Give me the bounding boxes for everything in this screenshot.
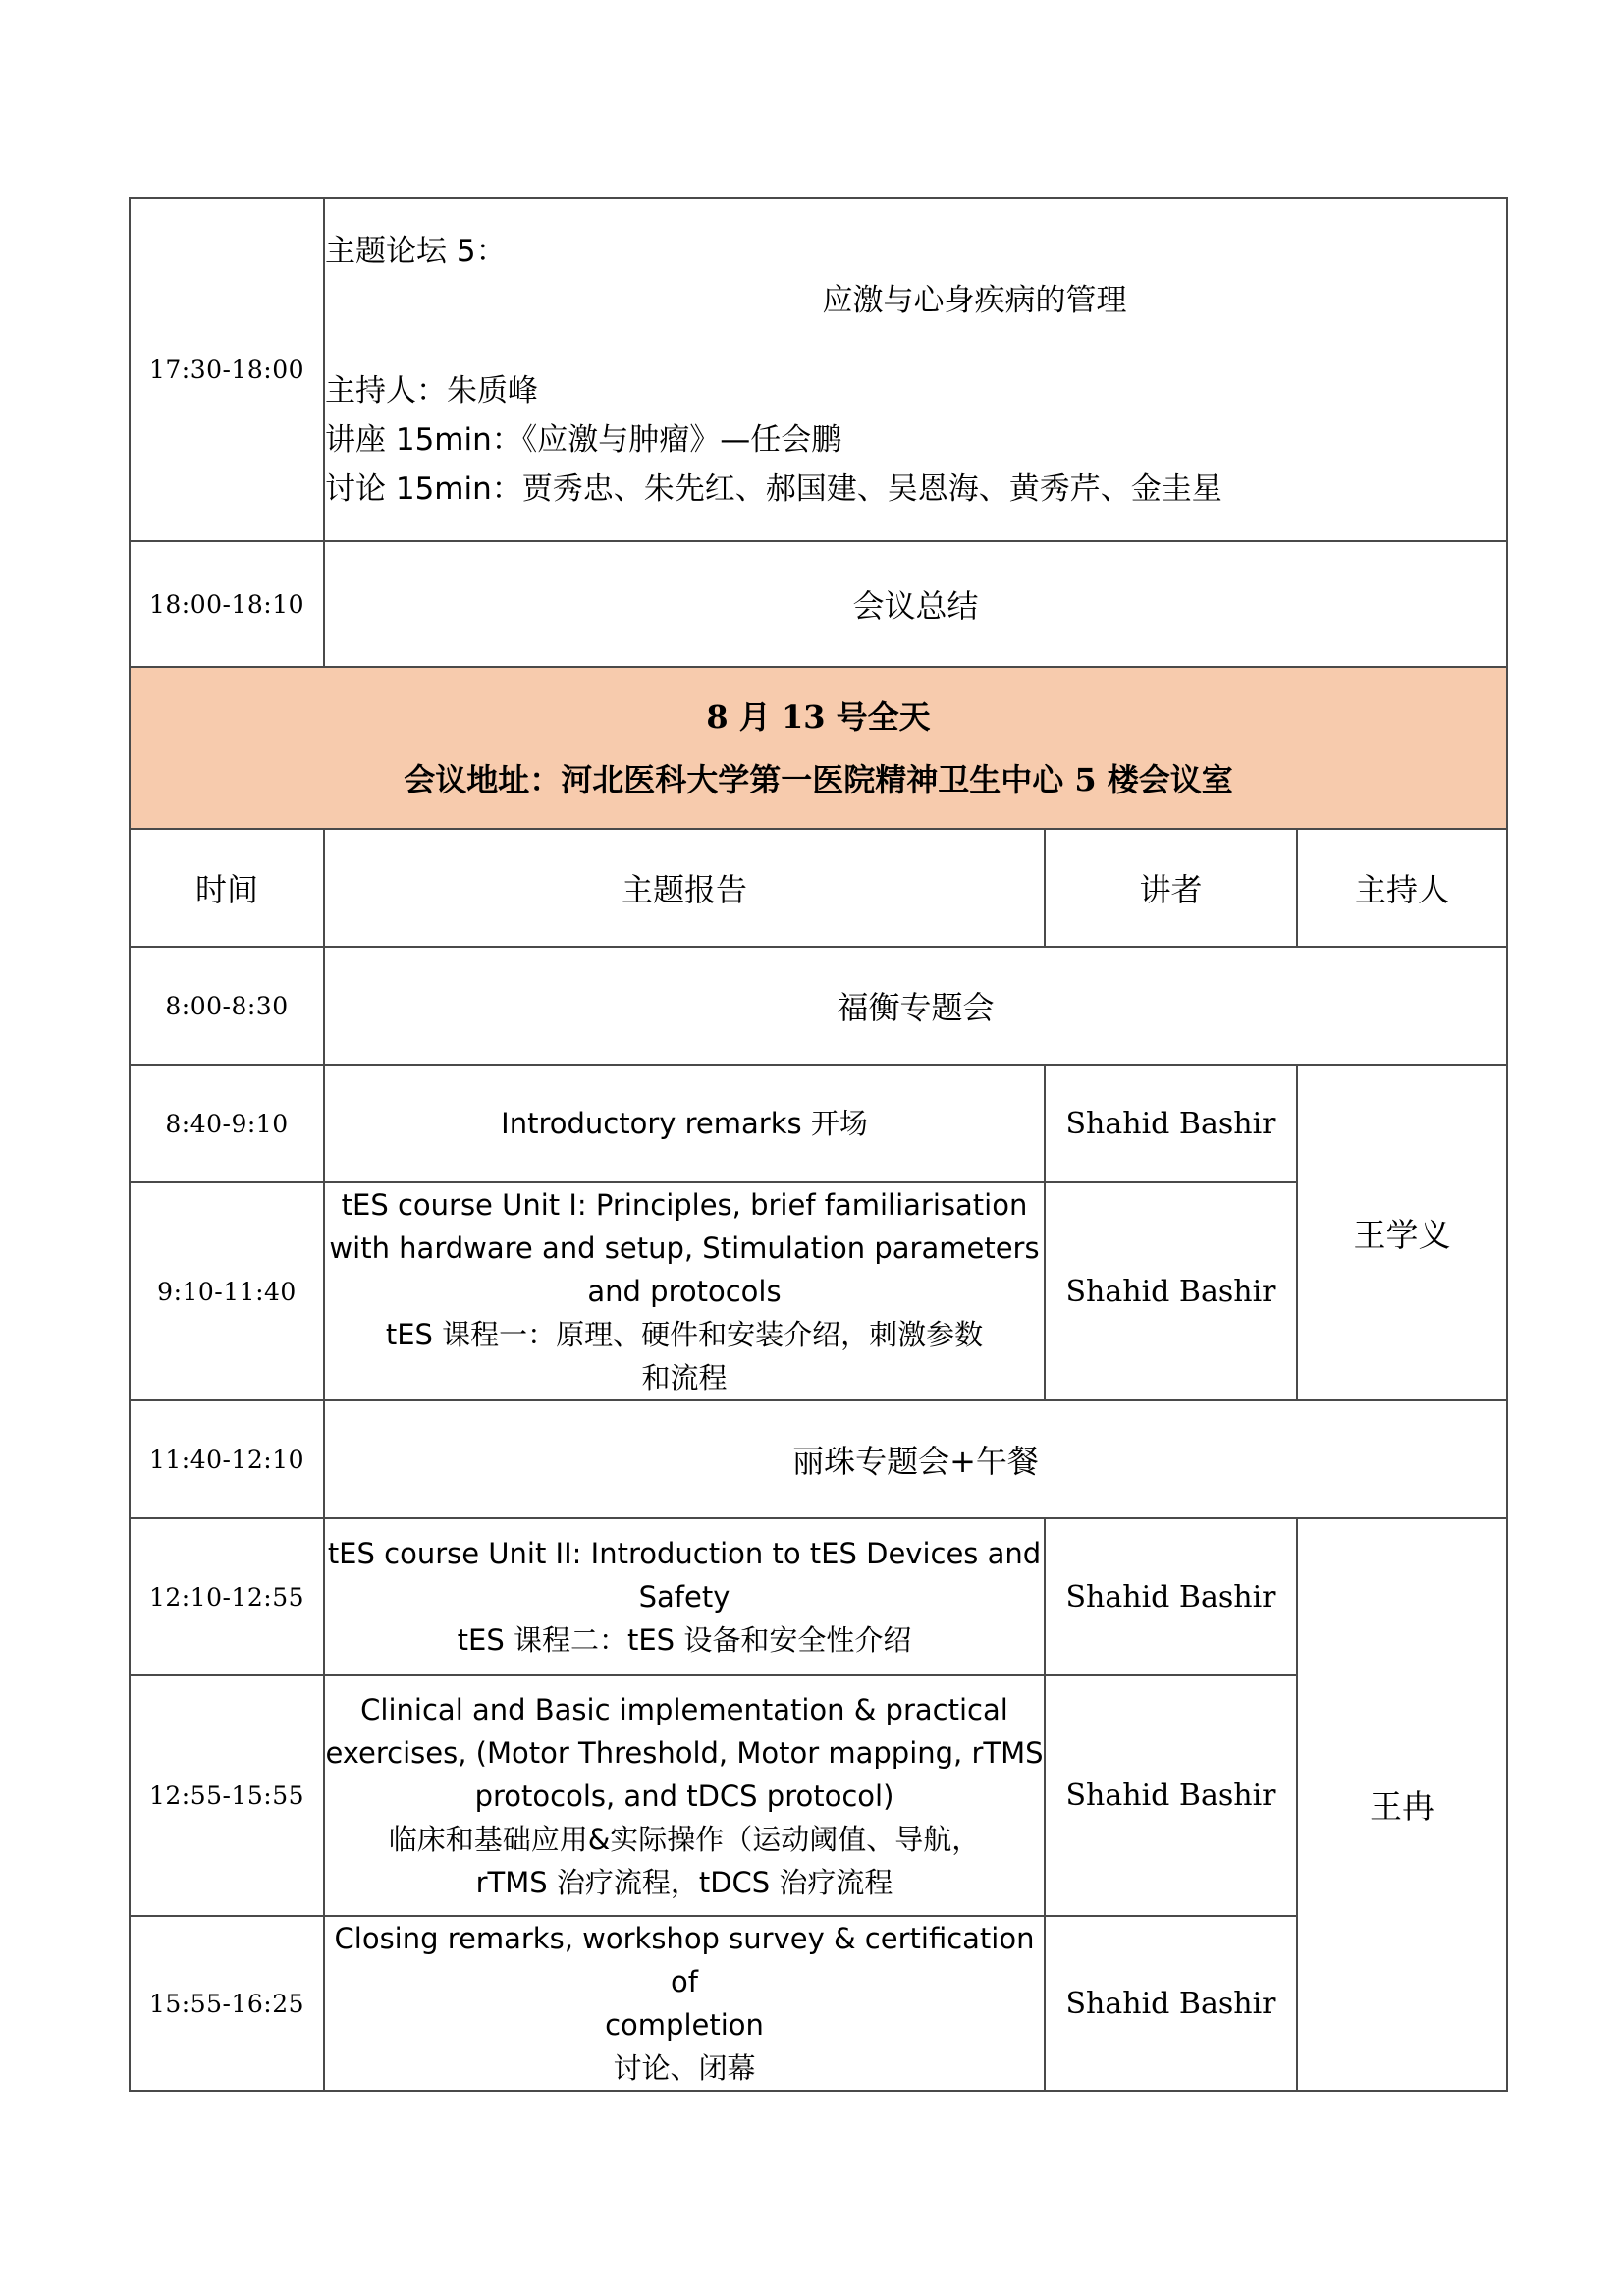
column-header-row	[130, 829, 1507, 947]
time-cell: 9:10-11:40	[130, 1182, 324, 1400]
forum-lecture: 讲座 15min：《应激与肿瘤》—任会鹏	[325, 421, 842, 458]
forum-label: 主题论坛 5：	[325, 233, 507, 269]
time-cell: 17:30-18:00	[130, 198, 324, 541]
topic-line: Safety	[638, 1580, 730, 1613]
time-cell: 11:40-12:10	[130, 1400, 324, 1518]
topic-line: Clinical and Basic implementation & practical	[360, 1692, 1008, 1726]
column-header-host: 主持人	[1297, 829, 1507, 947]
day-title: 8 月 13 号全天	[706, 697, 931, 736]
time-cell: 8:40-9:10	[130, 1065, 324, 1182]
topic-cell	[324, 1675, 1045, 1916]
time-cell: 8:00-8:30	[130, 947, 324, 1065]
topic-line: 讨论、闭幕	[613, 2051, 756, 2085]
topic-line: exercises, (Motor Threshold, Motor mapping, rTMS	[325, 1735, 1044, 1770]
speaker-cell: Shahid Bashir	[1045, 1182, 1297, 1400]
topic-line: tES 课程二：tES 设备和安全性介绍	[457, 1623, 912, 1657]
time-cell: 18:00-18:10	[130, 541, 324, 667]
topic-cell	[324, 1518, 1045, 1675]
summary-row	[130, 541, 1507, 667]
topic-cell	[324, 1182, 1045, 1400]
forum-title: 应激与心身疾病的管理	[822, 282, 1127, 318]
topic-line: 和流程	[641, 1361, 728, 1394]
speaker-cell: Shahid Bashir	[1045, 1675, 1297, 1916]
topic-line: Closing remarks, workshop survey & certification of	[334, 1922, 1035, 1998]
column-header-speaker: 讲者	[1045, 829, 1297, 947]
topic-line: and protocols	[587, 1275, 782, 1308]
forum-host: 主持人：朱质峰	[325, 372, 538, 409]
time-cell: 12:10-12:55	[130, 1518, 324, 1675]
topic-line: with hardware and setup, Stimulation parameters	[329, 1231, 1040, 1265]
topic-line: tES 课程一：原理、硬件和安装介绍，刺激参数	[385, 1318, 984, 1351]
topic-line: rTMS 治疗流程，tDCS 治疗流程	[475, 1865, 893, 1899]
forum-discussion: 讨论 15min：贾秀忠、朱先红、郝国建、吴恩海、黄秀芹、金圭星	[325, 470, 1222, 507]
host-cell: 王学义	[1297, 1065, 1507, 1400]
day-header	[130, 667, 1507, 829]
speaker-cell: Shahid Bashir	[1045, 1518, 1297, 1675]
session-banner: 福衡专题会	[324, 947, 1507, 1065]
session-row	[130, 1065, 1507, 1182]
day-header-row	[130, 667, 1507, 829]
topic-cell	[324, 1065, 1045, 1182]
session-row	[130, 947, 1507, 1065]
session-row	[130, 1518, 1507, 1675]
topic-line: tES course Unit II: Introduction to tES Devices and	[327, 1537, 1042, 1570]
topic-line: protocols, and tDCS protocol)	[474, 1778, 894, 1813]
forum-row	[130, 198, 1507, 541]
session-row	[130, 1400, 1507, 1518]
topic-line: Introductory remarks 开场	[501, 1107, 868, 1140]
host-cell: 王冉	[1297, 1518, 1507, 2091]
schedule-table	[129, 197, 1508, 2092]
column-header-time: 时间	[130, 829, 324, 947]
topic-line: tES course Unit I: Principles, brief familiarisation	[341, 1188, 1028, 1222]
summary-text: 会议总结	[324, 541, 1507, 667]
column-header-topic: 主题报告	[324, 829, 1045, 947]
session-banner: 丽珠专题会+午餐	[324, 1400, 1507, 1518]
topic-cell	[324, 1916, 1045, 2091]
topic-line: completion	[605, 2008, 764, 2042]
speaker-cell: Shahid Bashir	[1045, 1065, 1297, 1182]
day-address: 会议地址：河北医科大学第一医院精神卫生中心 5 楼会议室	[404, 760, 1233, 798]
topic-line: 临床和基础应用&实际操作（运动阈值、导航，	[388, 1822, 981, 1856]
forum-cell	[324, 198, 1507, 541]
time-cell: 15:55-16:25	[130, 1916, 324, 2091]
time-cell: 12:55-15:55	[130, 1675, 324, 1916]
speaker-cell: Shahid Bashir	[1045, 1916, 1297, 2091]
